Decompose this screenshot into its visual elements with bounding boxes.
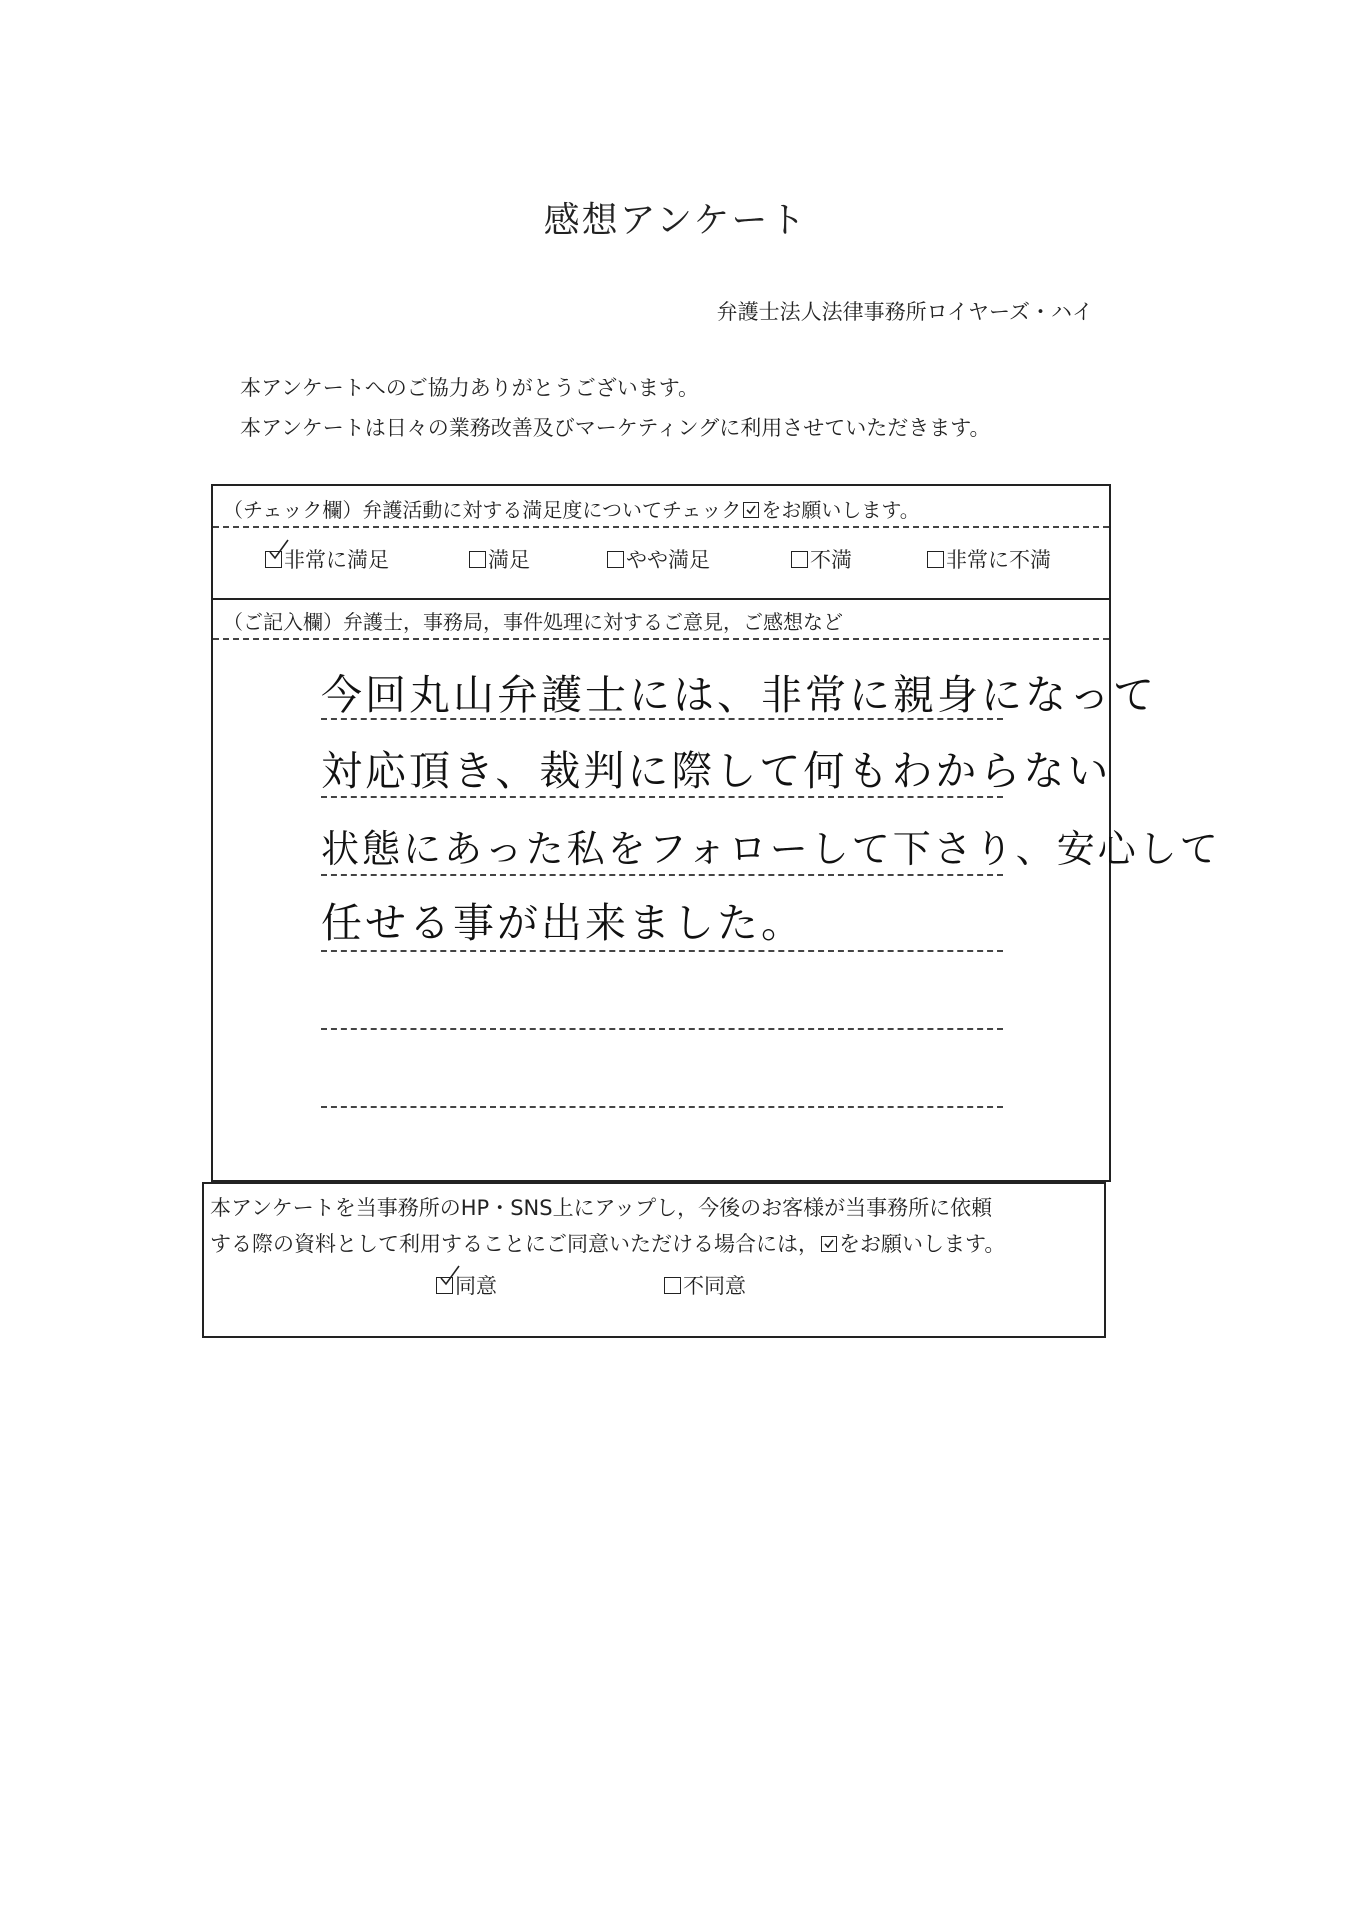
- checkbox-icon: [927, 551, 944, 568]
- handwritten-line-3: 状態にあった私をフォローして下さり、安心して: [321, 827, 1221, 871]
- option-somewhat-satisfied[interactable]: やや満足: [607, 544, 710, 574]
- writing-line: [321, 718, 1003, 720]
- writing-line: [321, 1028, 1003, 1030]
- survey-title: 感想アンケート: [543, 200, 808, 241]
- option-very-satisfied[interactable]: 非常に満足: [265, 544, 389, 574]
- handwritten-line-4: 任せる事が出来ました。: [321, 899, 805, 947]
- writing-line: [321, 950, 1003, 952]
- intro-line-2: 本アンケートは日々の業務改善及びマーケティングに利用させていただきます。: [240, 416, 991, 440]
- handwritten-line-1: 今回丸山弁護士には、非常に親身になって: [321, 671, 1157, 719]
- consent-agree-option[interactable]: 同意: [436, 1270, 497, 1300]
- checked-box-icon: [743, 502, 759, 518]
- consent-disagree-option[interactable]: 不同意: [664, 1270, 746, 1300]
- consent-box: [202, 1182, 1106, 1338]
- divider: [213, 638, 1109, 640]
- checkbox-icon: [791, 551, 808, 568]
- writing-line: [321, 796, 1003, 798]
- checkbox-icon: [265, 551, 282, 568]
- intro-line-1: 本アンケートへのご協力ありがとうございます。: [240, 376, 700, 400]
- handwritten-line-2: 対応頂き、裁判に際して何もわからない: [321, 747, 1112, 795]
- check-mark-icon: [268, 538, 294, 564]
- option-satisfied[interactable]: 満足: [469, 544, 530, 574]
- checkbox-icon: [436, 1277, 453, 1294]
- checkbox-icon: [607, 551, 624, 568]
- checked-box-icon: [821, 1236, 837, 1252]
- writing-line: [321, 1106, 1003, 1108]
- section-divider: [213, 598, 1109, 600]
- checkbox-icon: [469, 551, 486, 568]
- check-section-label: （チェック欄）弁護活動に対する満足度についてチェック をお願いします。: [223, 498, 920, 522]
- option-very-dissatisfied[interactable]: 非常に不満: [927, 544, 1051, 574]
- check-mark-icon: [439, 1264, 465, 1290]
- option-dissatisfied[interactable]: 不満: [791, 544, 852, 574]
- consent-line-2: する際の資料として利用することにご同意いただける場合には， をお願いします。: [210, 1232, 1006, 1256]
- firm-name: 弁護士法人法律事務所ロイヤーズ・ハイ: [716, 300, 1093, 324]
- checkbox-icon: [664, 1277, 681, 1294]
- divider: [213, 526, 1109, 528]
- writing-line: [321, 874, 1003, 876]
- comment-section-label: （ご記入欄）弁護士，事務局，事件処理に対するご意見，ご感想など: [223, 610, 843, 634]
- consent-line-1: 本アンケートを当事務所のHP・SNS上にアップし，今後のお客様が当事務所に依頼: [210, 1196, 993, 1220]
- survey-form-box: [211, 484, 1221, 1182]
